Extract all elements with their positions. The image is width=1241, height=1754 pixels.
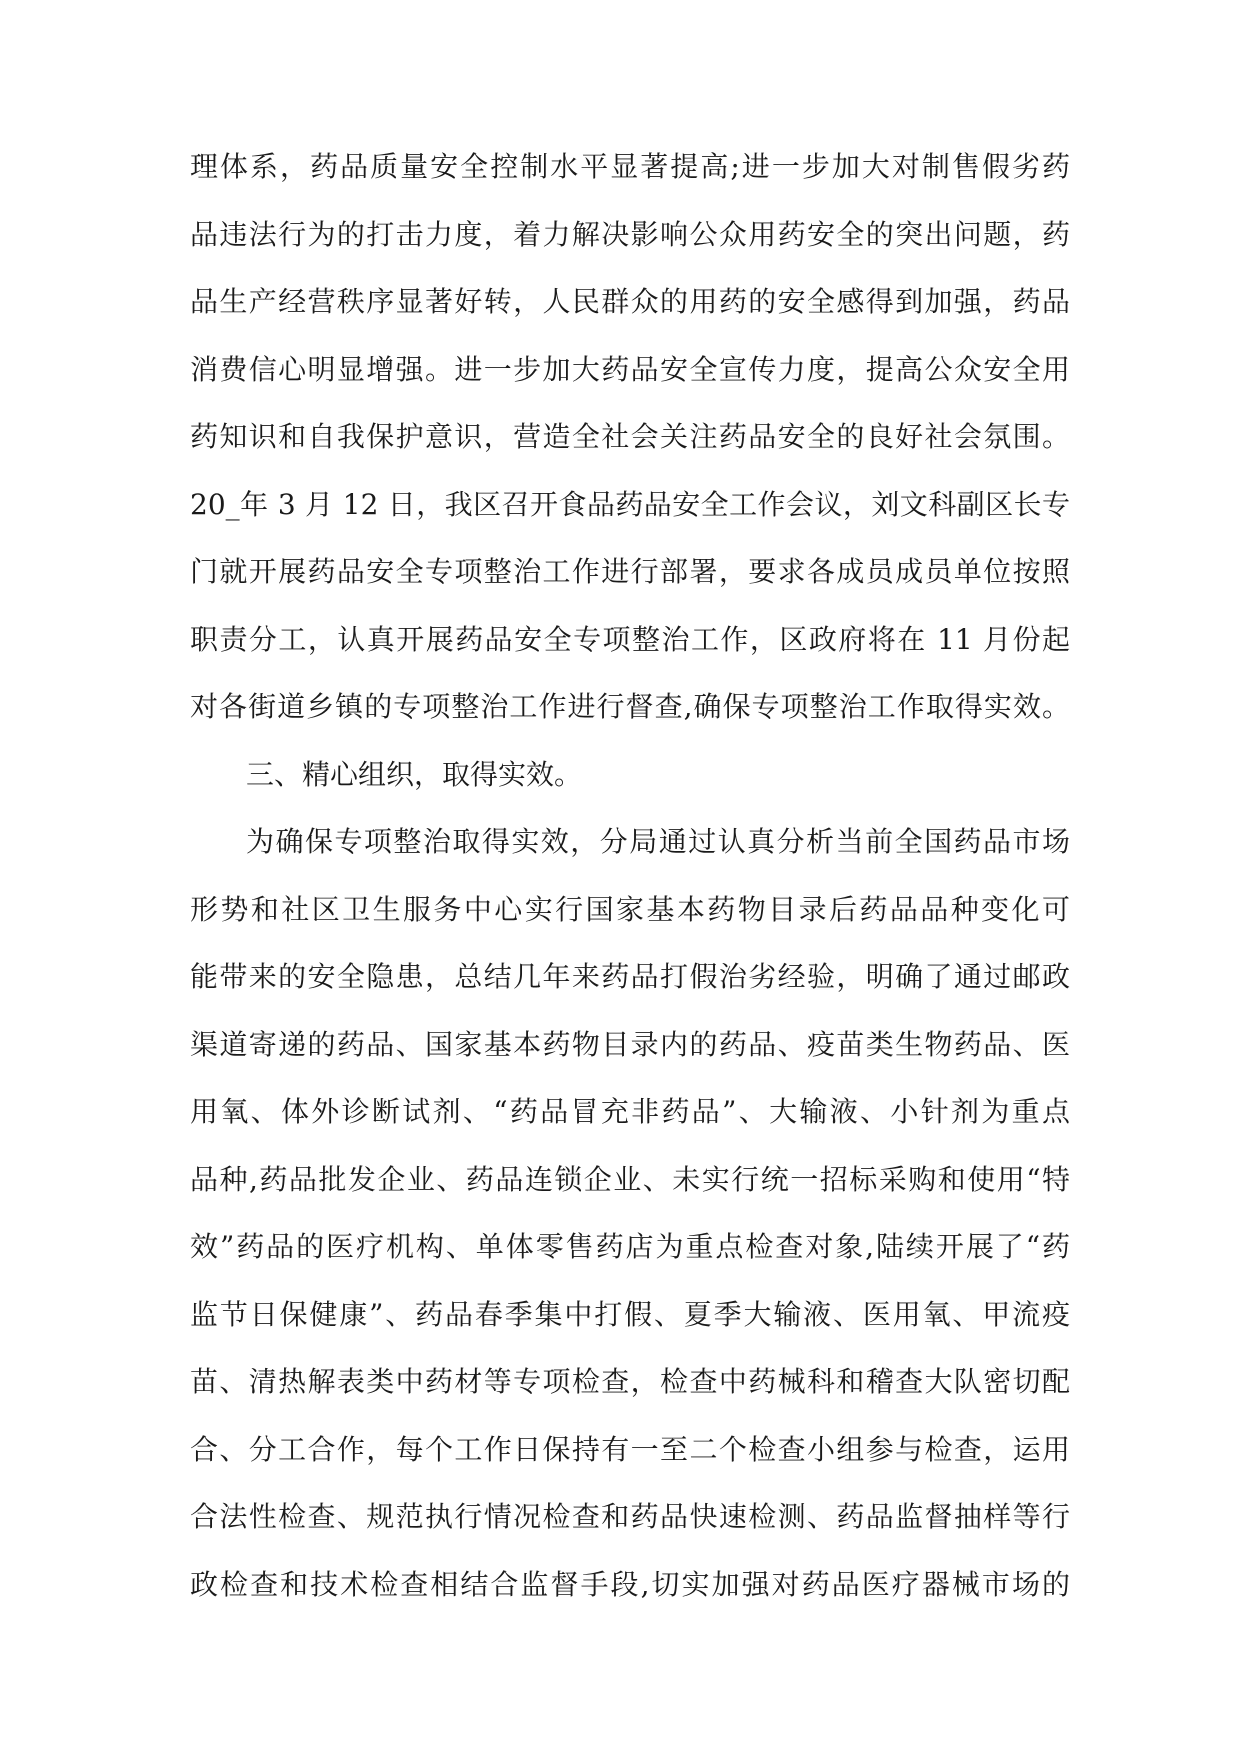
text-line: 消费信心明显增强。进一步加大药品安全宣传力度，提高公众安全用 <box>190 353 1070 386</box>
text-line: 品种,药品批发企业、药品连锁企业、未实行统一招标采购和使用“特 <box>190 1163 1070 1196</box>
text-line: 为确保专项整治取得实效，分局通过认真分析当前全国药品市场 <box>246 825 1070 858</box>
text-line: 渠道寄递的药品、国家基本药物目录内的药品、疫苗类生物药品、医 <box>190 1028 1070 1061</box>
text-line: 效”药品的医疗机构、单体零售药店为重点检查对象,陆续开展了“药 <box>190 1230 1070 1263</box>
text-line: 能带来的安全隐患，总结几年来药品打假治劣经验，明确了通过邮政 <box>190 960 1070 993</box>
text-line: 苗、清热解表类中药材等专项检查，检查中药械科和稽查大队密切配 <box>190 1365 1070 1398</box>
text-line: 药知识和自我保护意识，营造全社会关注药品安全的良好社会氛围。 <box>190 420 1070 453</box>
text-line: 监节日保健康”、药品春季集中打假、夏季大输液、医用氧、甲流疫 <box>190 1298 1070 1331</box>
text-line: 品违法行为的打击力度，着力解决影响公众用药安全的突出问题，药 <box>190 218 1070 251</box>
text-line: 20_年 3 月 12 日，我区召开食品药品安全工作会议，刘文科副区长专 <box>190 488 1070 521</box>
text-line: 合法性检查、规范执行情况检查和药品快速检测、药品监督抽样等行 <box>190 1500 1070 1533</box>
text-line: 品生产经营秩序显著好转，人民群众的用药的安全感得到加强，药品 <box>190 285 1070 318</box>
section-heading: 三、精心组织，取得实效。 <box>246 758 583 791</box>
text-line: 职责分工，认真开展药品安全专项整治工作，区政府将在 11 月份起 <box>190 623 1070 656</box>
text-line: 门就开展药品安全专项整治工作进行部署，要求各成员成员单位按照 <box>190 555 1070 588</box>
text-line: 对各街道乡镇的专项整治工作进行督查,确保专项整治工作取得实效。 <box>190 690 1070 723</box>
text-line: 政检查和技术检查相结合监督手段,切实加强对药品医疗器械市场的 <box>190 1568 1070 1601</box>
text-line: 理体系，药品质量安全控制水平显著提高;进一步加大对制售假劣药 <box>190 150 1070 183</box>
text-line: 用氧、体外诊断试剂、“药品冒充非药品”、大输液、小针剂为重点 <box>190 1095 1070 1128</box>
text-line: 形势和社区卫生服务中心实行国家基本药物目录后药品品种变化可 <box>190 893 1070 926</box>
text-line: 合、分工合作，每个工作日保持有一至二个检查小组参与检查，运用 <box>190 1433 1070 1466</box>
